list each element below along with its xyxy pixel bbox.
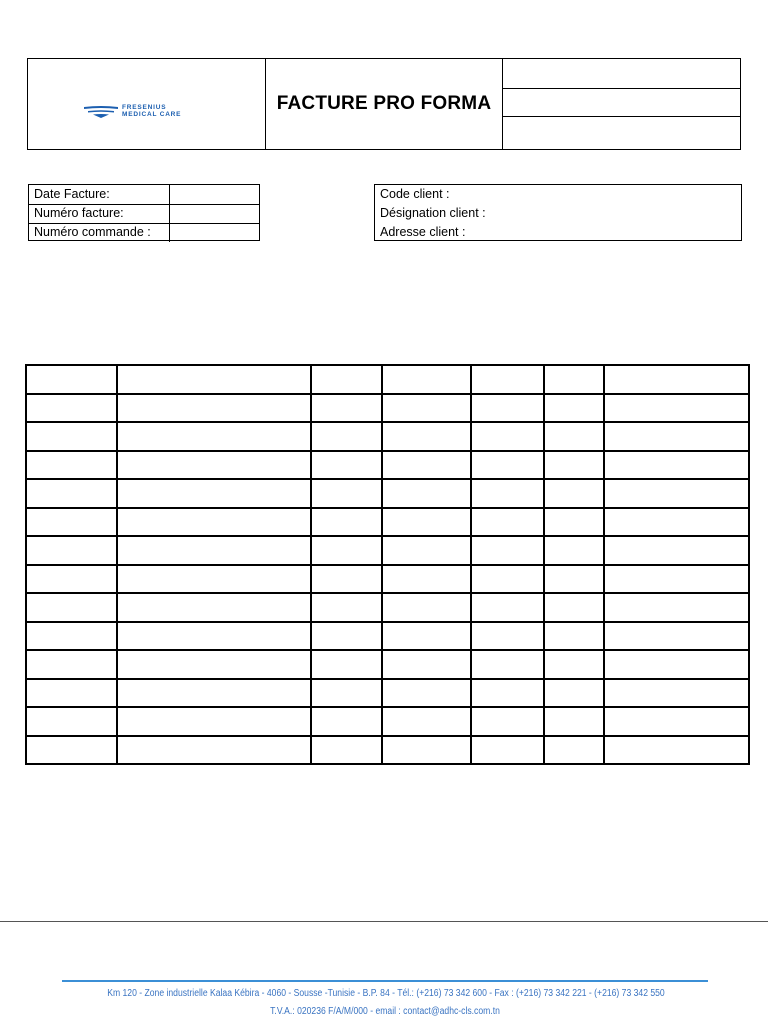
table-cell[interactable] [117, 736, 311, 765]
table-cell[interactable] [382, 736, 471, 765]
table-cell[interactable] [604, 679, 749, 708]
logo-line2: MEDICAL CARE [122, 110, 182, 118]
table-cell[interactable] [382, 650, 471, 679]
table-cell[interactable] [311, 736, 382, 765]
table-cell[interactable] [311, 622, 382, 651]
table-cell[interactable] [311, 565, 382, 594]
table-row [26, 508, 749, 537]
table-row [26, 479, 749, 508]
table-cell[interactable] [544, 593, 604, 622]
table-cell[interactable] [382, 622, 471, 651]
table-cell[interactable] [471, 536, 544, 565]
table-cell[interactable] [26, 422, 117, 451]
table-cell[interactable] [471, 736, 544, 765]
client-address-label: Adresse client : [380, 225, 466, 239]
invoice-info-table [28, 184, 260, 241]
company-logo [84, 105, 181, 118]
table-row [26, 707, 749, 736]
table-cell[interactable] [471, 679, 544, 708]
table-cell[interactable] [471, 650, 544, 679]
table-cell[interactable] [311, 422, 382, 451]
table-cell[interactable] [604, 565, 749, 594]
table-cell[interactable] [311, 479, 382, 508]
table-cell[interactable] [604, 479, 749, 508]
table-cell[interactable] [382, 394, 471, 423]
table-cell[interactable] [604, 451, 749, 480]
table-cell[interactable] [471, 593, 544, 622]
table-cell[interactable] [382, 422, 471, 451]
table-cell[interactable] [544, 679, 604, 708]
table-cell[interactable] [26, 622, 117, 651]
header-side-cell-1[interactable] [503, 59, 740, 89]
table-cell[interactable] [604, 508, 749, 537]
table-cell[interactable] [382, 565, 471, 594]
order-number-field[interactable] [169, 223, 260, 242]
table-cell[interactable] [117, 508, 311, 537]
fresenius-wave-icon [84, 106, 118, 118]
table-cell[interactable] [471, 422, 544, 451]
table-cell[interactable] [117, 565, 311, 594]
footer-separator [0, 921, 768, 922]
table-cell[interactable] [544, 451, 604, 480]
table-cell[interactable] [311, 508, 382, 537]
table-cell[interactable] [26, 707, 117, 736]
table-cell[interactable] [311, 394, 382, 423]
footer-vat-email: T.V.A.: 020236 F/A/M/000 - email : contact@adhc-cls.com.tn [270, 1006, 500, 1017]
table-cell[interactable] [544, 536, 604, 565]
table-cell[interactable] [117, 394, 311, 423]
table-cell[interactable] [311, 679, 382, 708]
table-cell[interactable] [544, 565, 604, 594]
invoice-date-label: Date Facture: [34, 187, 110, 201]
table-cell[interactable] [26, 536, 117, 565]
table-cell[interactable] [26, 650, 117, 679]
table-cell[interactable] [604, 593, 749, 622]
table-cell[interactable] [117, 451, 311, 480]
invoice-date-field[interactable] [169, 185, 260, 204]
table-cell[interactable] [471, 451, 544, 480]
table-cell[interactable] [382, 536, 471, 565]
table-cell[interactable] [544, 365, 604, 394]
table-cell[interactable] [471, 622, 544, 651]
table-cell[interactable] [311, 536, 382, 565]
table-row [26, 565, 749, 594]
table-cell[interactable] [26, 508, 117, 537]
table-cell[interactable] [26, 479, 117, 508]
table-cell[interactable] [604, 707, 749, 736]
table-row [26, 365, 749, 394]
table-cell[interactable] [117, 593, 311, 622]
client-code-label: Code client : [380, 187, 450, 201]
table-cell[interactable] [544, 508, 604, 537]
logo-text [122, 105, 181, 118]
table-cell[interactable] [117, 679, 311, 708]
table-cell[interactable] [604, 394, 749, 423]
table-cell[interactable] [604, 622, 749, 651]
table-row [26, 394, 749, 423]
table-cell[interactable] [117, 365, 311, 394]
table-cell[interactable] [26, 679, 117, 708]
logo-line1: FRESENIUS [122, 104, 167, 111]
table-cell[interactable] [604, 736, 749, 765]
table-cell[interactable] [471, 394, 544, 423]
invoice-number-label: Numéro facture: [34, 206, 124, 220]
table-cell[interactable] [311, 451, 382, 480]
client-designation-label: Désignation client : [380, 206, 486, 220]
order-number-label: Numéro commande : [34, 225, 151, 239]
table-cell[interactable] [544, 736, 604, 765]
footer-address: Km 120 - Zone industrielle Kalaa Kébira - 4060 - Sousse -Tunisie - B.P. 84 - Tél.: (+216) 73 342 600 - Fax : (+216) 73 342 221 - (+216) 73 342 550 [107, 988, 665, 999]
table-row [26, 593, 749, 622]
title-cell [266, 59, 503, 149]
table-cell[interactable] [544, 622, 604, 651]
client-info-box [374, 184, 742, 241]
table-cell[interactable] [117, 479, 311, 508]
header-box [27, 58, 741, 150]
table-cell[interactable] [604, 365, 749, 394]
table-cell[interactable] [544, 707, 604, 736]
table-cell[interactable] [604, 422, 749, 451]
table-cell[interactable] [311, 650, 382, 679]
table-cell[interactable] [604, 536, 749, 565]
table-cell[interactable] [382, 479, 471, 508]
table-cell[interactable] [471, 508, 544, 537]
table-cell[interactable] [544, 422, 604, 451]
table-cell[interactable] [117, 422, 311, 451]
header-side-cell-3[interactable] [503, 116, 740, 149]
table-cell[interactable] [544, 479, 604, 508]
table-cell[interactable] [311, 365, 382, 394]
table-cell[interactable] [382, 508, 471, 537]
table-cell[interactable] [471, 565, 544, 594]
table-cell[interactable] [471, 479, 544, 508]
table-cell[interactable] [382, 593, 471, 622]
table-cell[interactable] [544, 650, 604, 679]
table-cell[interactable] [26, 736, 117, 765]
table-row [26, 679, 749, 708]
logo-cell [28, 59, 266, 149]
table-row [26, 736, 749, 765]
table-row [26, 451, 749, 480]
order-number-row [29, 223, 259, 242]
table-cell[interactable] [382, 707, 471, 736]
table-cell[interactable] [26, 451, 117, 480]
table-cell[interactable] [117, 707, 311, 736]
footer-blue-line [62, 980, 708, 982]
page-title: FACTURE PRO FORMA [276, 93, 492, 114]
table-cell[interactable] [26, 365, 117, 394]
table-cell[interactable] [26, 394, 117, 423]
table-cell[interactable] [117, 536, 311, 565]
table-cell[interactable] [471, 707, 544, 736]
table-cell[interactable] [471, 365, 544, 394]
invoice-number-field[interactable] [169, 204, 260, 223]
invoice-number-row [29, 204, 259, 224]
table-cell[interactable] [604, 650, 749, 679]
table-cell[interactable] [382, 451, 471, 480]
table-row [26, 622, 749, 651]
header-side-cell-2[interactable] [503, 88, 740, 117]
table-cell[interactable] [117, 622, 311, 651]
table-cell[interactable] [382, 679, 471, 708]
items-table [25, 364, 750, 765]
table-cell[interactable] [544, 394, 604, 423]
table-cell[interactable] [26, 593, 117, 622]
table-row [26, 536, 749, 565]
table-cell[interactable] [311, 707, 382, 736]
table-cell[interactable] [382, 365, 471, 394]
table-cell[interactable] [26, 565, 117, 594]
header-side-cells [503, 59, 740, 149]
table-row [26, 650, 749, 679]
table-row [26, 422, 749, 451]
table-cell[interactable] [311, 593, 382, 622]
invoice-date-row [29, 185, 259, 205]
table-cell[interactable] [117, 650, 311, 679]
